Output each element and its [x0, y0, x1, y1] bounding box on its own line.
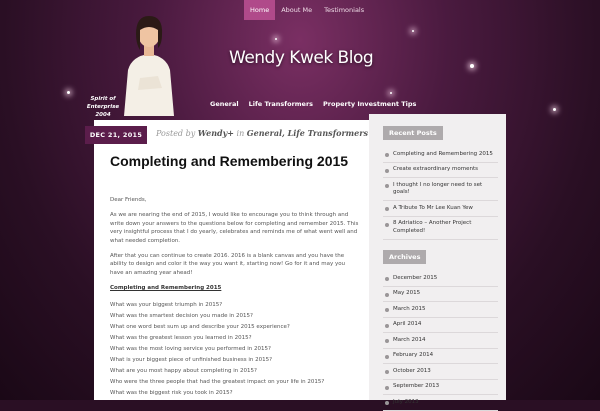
- top-nav: [244, 0, 370, 20]
- tagline-line1: Spirit of Enterprise: [86, 96, 120, 110]
- sparkle-decoration: [67, 91, 70, 94]
- archive-link[interactable]: March 2015: [383, 302, 498, 318]
- post-categories-link[interactable]: General, Life Transformers: [246, 128, 368, 138]
- recent-post-link[interactable]: 8 Adriatico – Another Project Completed!: [383, 217, 498, 240]
- main-nav-property-tips[interactable]: Property Investment Tips: [323, 100, 417, 108]
- archive-link[interactable]: October 2013: [383, 364, 498, 380]
- archive-link[interactable]: April 2014: [383, 318, 498, 334]
- recent-post-link[interactable]: Create extraordinary moments: [383, 163, 498, 179]
- main-nav-general[interactable]: General: [210, 100, 239, 108]
- tagline-line2: 2004: [95, 112, 111, 118]
- question-item: What was your biggest triumph in 2015?: [110, 301, 223, 308]
- archive-link[interactable]: December 2015: [383, 271, 498, 287]
- tagline: [82, 95, 124, 119]
- post-author-link[interactable]: Wendy+: [197, 128, 234, 138]
- post-date: DEC 21, 2015: [85, 126, 147, 144]
- archives-list: [383, 271, 498, 411]
- sparkle-decoration: [412, 30, 414, 32]
- archives-title: Archives: [383, 250, 426, 264]
- post-greeting: Dear Friends,: [110, 197, 147, 203]
- question-item: What one word best sum up and describe your 2015 experience?: [110, 323, 290, 330]
- top-nav-home[interactable]: Home: [244, 0, 275, 20]
- archive-link[interactable]: February 2014: [383, 349, 498, 365]
- post-subheading: Completing and Remembering 2015: [110, 285, 222, 292]
- question-item: What was the greatest lesson you learned in 2015?: [110, 334, 252, 341]
- question-item: What was the most loving service you performed in 2015?: [110, 345, 271, 352]
- sparkle-decoration: [275, 38, 277, 40]
- question-item: What are you most happy about completing in 2015?: [110, 367, 257, 374]
- top-nav-about[interactable]: About Me: [281, 6, 313, 14]
- meta-prefix: Posted by: [156, 129, 196, 138]
- site-title[interactable]: Wendy Kwek Blog: [229, 48, 374, 68]
- post-title[interactable]: Completing and Remembering 2015: [110, 153, 349, 169]
- recent-posts-list: [383, 147, 498, 240]
- sparkle-decoration: [390, 92, 392, 94]
- main-nav-life-transformers[interactable]: Life Transformers: [248, 100, 314, 108]
- author-portrait: [118, 8, 180, 116]
- archive-link[interactable]: September 2013: [383, 380, 498, 396]
- sparkle-decoration: [553, 108, 556, 111]
- main-nav: [205, 98, 421, 110]
- post-paragraph: As we are nearing the end of 2015, I would like to encourage you to think through and write down your answers to the questions below for completing and remember 2015. This very insightful process that I do yearly, celebrates and reminds me of what went well and what needed completion.: [110, 212, 359, 244]
- archive-link[interactable]: May 2015: [383, 287, 498, 303]
- post-paragraph: After that you can continue to create 2016. 2016 is a blank canvas and you have the ability to design and color it the way you want it, starting now! Go for it and may you have an amazing year ahead!: [110, 253, 346, 276]
- question-item: What was the smartest decision you made in 2015?: [110, 312, 253, 319]
- recent-post-link[interactable]: A Tribute To Mr Lee Kuan Yew: [383, 201, 498, 217]
- top-nav-testimonials[interactable]: Testimonials: [324, 6, 365, 14]
- recent-post-link[interactable]: Completing and Remembering 2015: [383, 147, 498, 163]
- meta-in: in: [236, 129, 245, 138]
- question-item: What was the biggest risk you took in 2015?: [110, 389, 233, 396]
- sparkle-decoration: [470, 64, 474, 68]
- archive-link[interactable]: July 2013: [383, 395, 498, 411]
- question-item: Who were the three people that had the greatest impact on your life in 2015?: [110, 378, 325, 385]
- recent-posts-title: Recent Posts: [383, 126, 443, 140]
- post-meta: [156, 128, 368, 138]
- post-body: [110, 196, 360, 399]
- archive-link[interactable]: March 2014: [383, 333, 498, 349]
- question-item: What is your biggest piece of unfinished business in 2015?: [110, 356, 273, 363]
- recent-post-link[interactable]: I thought I no longer need to set goals!: [383, 178, 498, 201]
